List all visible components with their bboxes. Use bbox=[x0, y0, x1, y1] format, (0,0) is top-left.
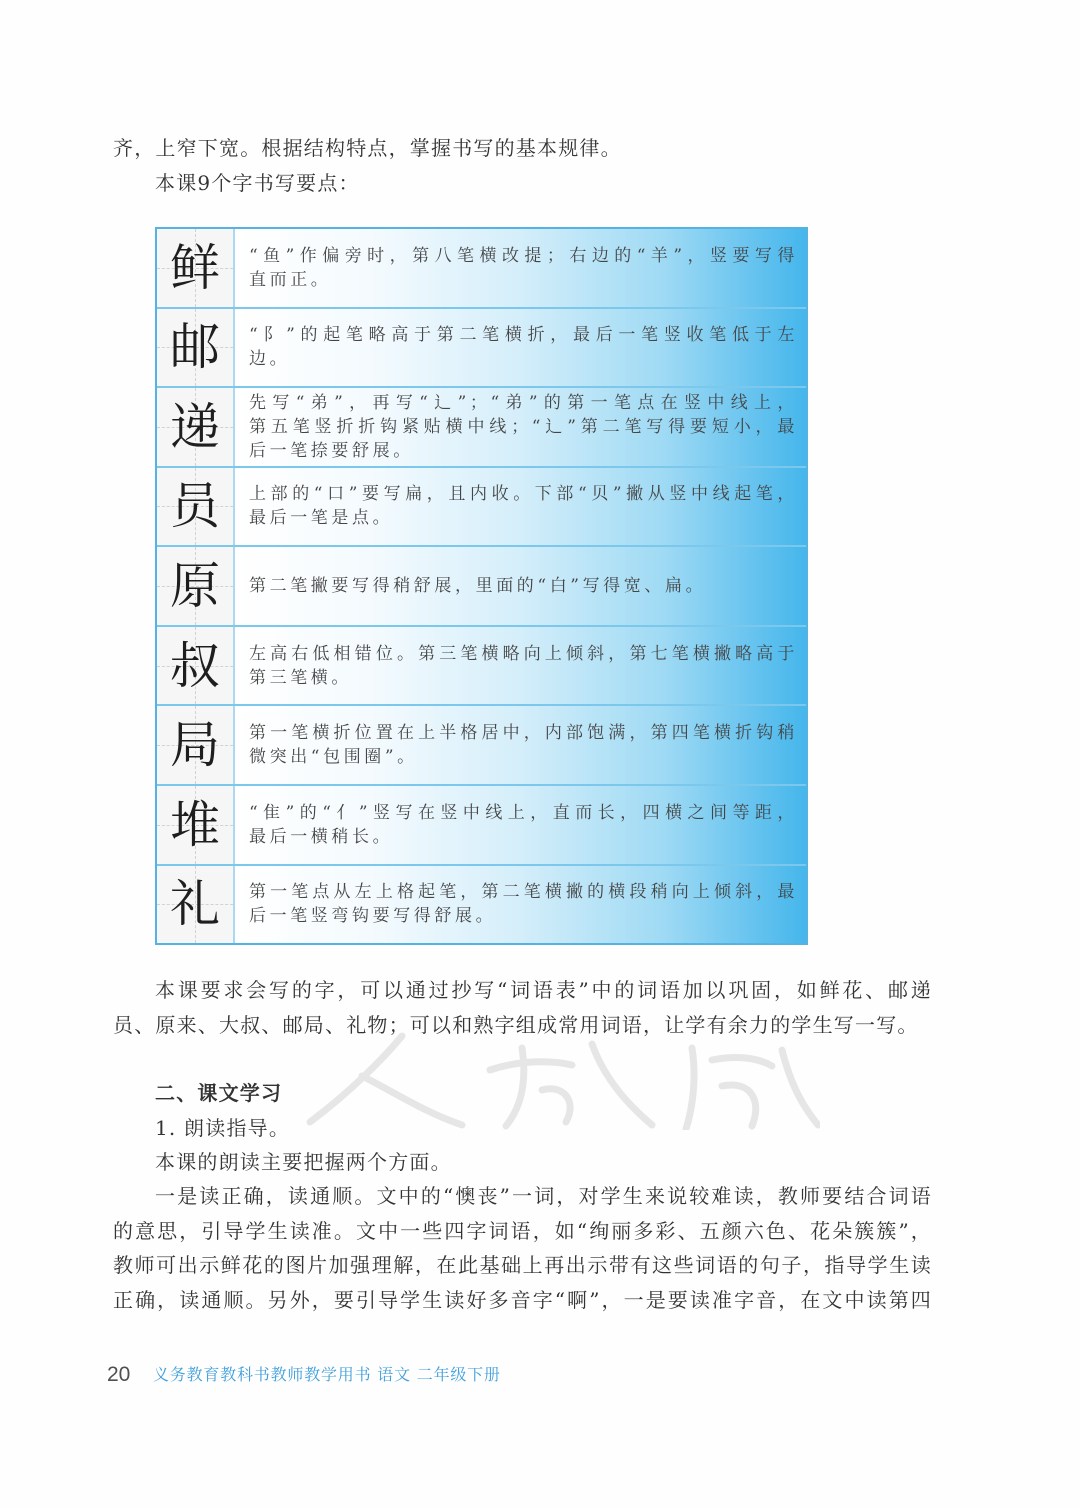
writing-point-row bbox=[157, 866, 806, 944]
writing-point-row bbox=[157, 547, 806, 627]
tip-line: 第一笔点从左上格起笔，第二笔横撇的横段稍向上倾斜，最 bbox=[249, 882, 798, 903]
book-title: 义务教育教科书教师教学用书 语文 二年级下册 bbox=[153, 1365, 501, 1384]
model-character: 局 bbox=[170, 716, 220, 775]
tip-line: 第二笔撇要写得稍舒展，里面的“白”写得宽、扁。 bbox=[249, 576, 707, 597]
character-grid-cell bbox=[157, 309, 235, 387]
tip-line: 直而正。 bbox=[249, 269, 332, 290]
tip-line: 后一笔竖弯钩要写得舒展。 bbox=[249, 906, 497, 927]
section-heading: 二、课文学习 bbox=[155, 1081, 283, 1105]
tip-line: 最后一横稍长。 bbox=[249, 826, 394, 847]
paragraph-line: 的意思，引导学生读准。文中一些四字词语，如“绚丽多彩、五颜六色、花朵簇簇”， bbox=[113, 1219, 932, 1243]
paragraph-line: 正确，读通顺。另外，要引导学生读好多音字“啊”，一是要读准字音，在文中读第四 bbox=[113, 1288, 932, 1312]
model-character: 递 bbox=[170, 397, 220, 456]
tip-line: 第五笔竖折折钩紧贴横中线；“辶”第二笔写得要短小，最 bbox=[249, 416, 798, 437]
writing-tip-cell bbox=[235, 388, 806, 466]
lead-sentence: 本课的朗读主要把握两个方面。 bbox=[155, 1150, 452, 1174]
writing-tip-cell bbox=[235, 547, 806, 625]
character-grid-cell bbox=[157, 229, 235, 307]
model-character: 堆 bbox=[170, 795, 220, 854]
model-character: 邮 bbox=[170, 318, 220, 377]
paragraph-line: 一是读正确，读通顺。文中的“懊丧”一词，对学生来说较难读，教师要结合词语 bbox=[155, 1184, 932, 1208]
writing-point-row bbox=[157, 388, 806, 468]
tip-line: 边。 bbox=[249, 349, 291, 370]
tip-line: 最后一笔是点。 bbox=[249, 508, 394, 529]
continued-paragraph-line: 齐，上窄下宽。根据结构特点，掌握书写的基本规律。 bbox=[113, 136, 622, 160]
writing-tip-cell bbox=[235, 706, 806, 784]
tip-line: 后一笔捺要舒展。 bbox=[249, 440, 414, 461]
consolidation-line: 员、原来、大叔、邮局、礼物；可以和熟字组成常用词语，让学有余力的学生写一写。 bbox=[113, 1013, 919, 1037]
tip-line: 第一笔横折位置在上半格居中，内部饱满，第四笔横折钩稍 bbox=[249, 723, 798, 744]
character-grid-cell bbox=[157, 866, 235, 944]
paragraph-line: 教师可出示鲜花的图片加强理解，在此基础上再出示带有这些词语的句子，指导学生读 bbox=[113, 1253, 932, 1277]
watermark bbox=[290, 1030, 820, 1130]
character-grid-cell bbox=[157, 786, 235, 864]
tip-line: 微突出“包围圈”。 bbox=[249, 747, 418, 768]
writing-point-row bbox=[157, 627, 806, 707]
writing-point-row bbox=[157, 229, 806, 309]
writing-tip-cell bbox=[235, 468, 806, 546]
tip-line: 上部的“口”要写扁，且内收。下部“贝”撇从竖中线起笔， bbox=[249, 484, 798, 505]
model-character: 叔 bbox=[170, 636, 220, 695]
character-grid-cell bbox=[157, 468, 235, 546]
tip-line: “阝”的起笔略高于第二笔横折，最后一笔竖收笔低于左 bbox=[249, 325, 798, 346]
writing-tip-cell bbox=[235, 627, 806, 705]
consolidation-line: 本课要求会写的字，可以通过抄写“词语表”中的词语加以巩固，如鲜花、邮递 bbox=[155, 978, 932, 1002]
writing-tip-cell bbox=[235, 866, 806, 944]
model-character: 员 bbox=[170, 477, 220, 536]
character-grid-cell bbox=[157, 388, 235, 466]
model-character: 礼 bbox=[170, 875, 220, 934]
writing-point-row bbox=[157, 309, 806, 389]
character-grid-cell bbox=[157, 547, 235, 625]
tip-line: “鱼”作偏旁时，第八笔横改提；右边的“羊”，竖要写得 bbox=[249, 245, 798, 266]
tip-line: 左高右低相错位。第三笔横略向上倾斜，第七笔横撇略高于 bbox=[249, 643, 798, 664]
writing-tip-cell bbox=[235, 309, 806, 387]
character-grid-cell bbox=[157, 706, 235, 784]
model-character: 原 bbox=[170, 557, 220, 616]
writing-tip-cell bbox=[235, 786, 806, 864]
character-grid-cell bbox=[157, 627, 235, 705]
model-character: 鲜 bbox=[170, 238, 220, 297]
tip-line: “隹”的“亻”竖写在竖中线上，直而长，四横之间等距， bbox=[249, 802, 798, 823]
writing-points-table bbox=[155, 227, 808, 945]
tip-line: 先写“弟”，再写“辶”；“弟”的第一笔点在竖中线上， bbox=[249, 392, 798, 413]
writing-tip-cell bbox=[235, 229, 806, 307]
writing-point-row bbox=[157, 706, 806, 786]
page-number: 20 bbox=[107, 1363, 131, 1386]
writing-point-row bbox=[157, 468, 806, 548]
table-caption: 本课9个字书写要点： bbox=[155, 171, 360, 195]
tip-line: 第三笔横。 bbox=[249, 667, 352, 688]
writing-point-row bbox=[157, 786, 806, 866]
subheading: 1. 朗读指导。 bbox=[155, 1116, 291, 1140]
